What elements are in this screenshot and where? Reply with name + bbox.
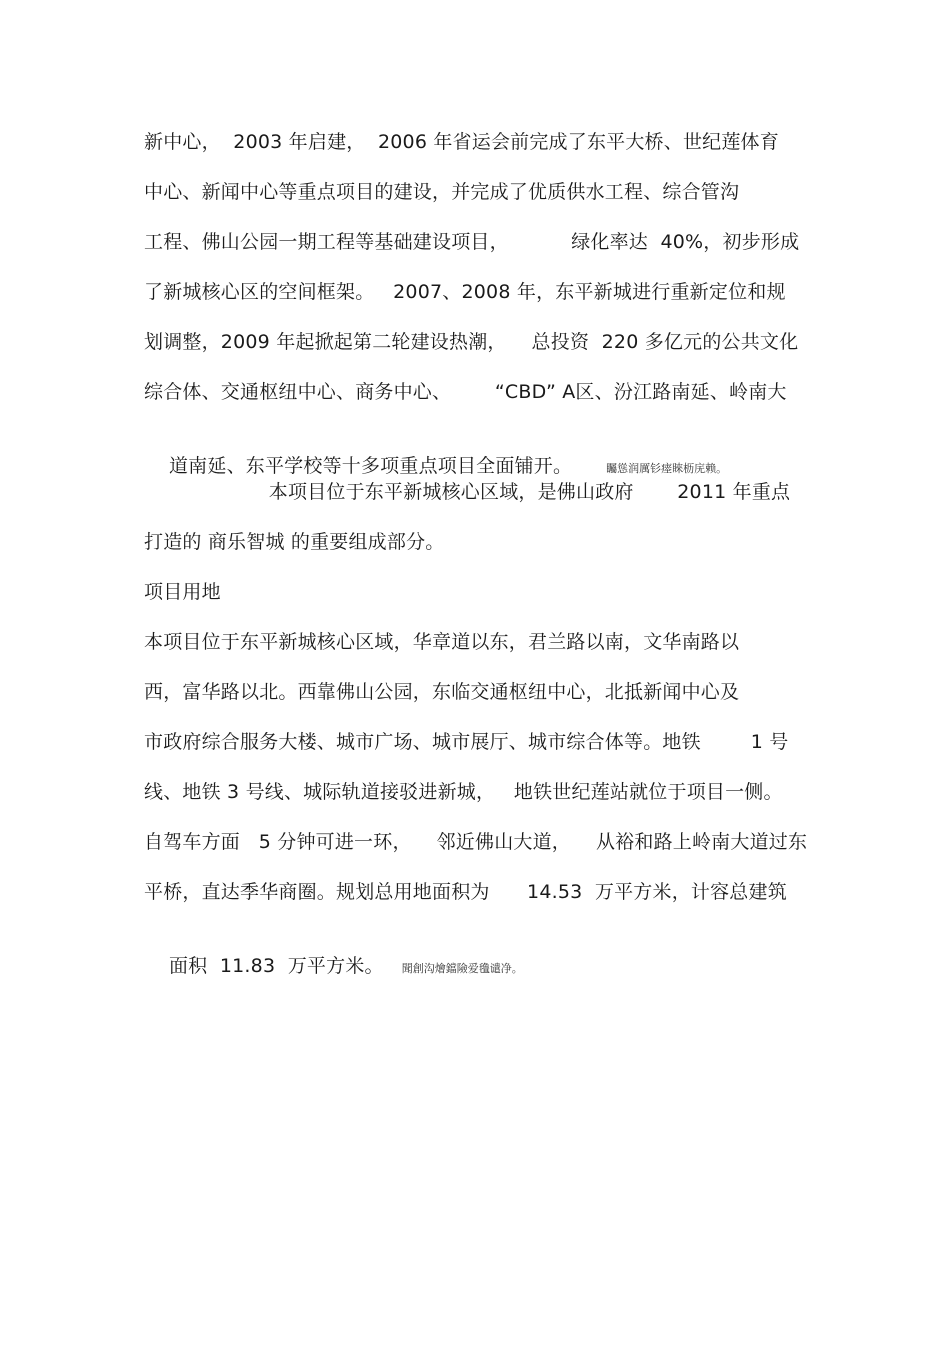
text-line [144,930,523,1005]
text-line: 了新城核心区的空间框架。 2007、2008 年，东平新城进行重新定位和规 [144,281,786,303]
text-line: 平桥，直达季华商圈。规划总用地面积为 14.53 万平方米，计容总建筑 [144,881,787,903]
text-line: 自驾车方面 5 分钟可进一环， 邻近佛山大道， 从裕和路上岭南大道过东 [144,831,808,853]
text-line: 划调整，2009 年起掀起第二轮建设热潮， 总投资 220 多亿元的公共文化 [144,331,799,353]
garbled-note: 矚慫润厲钐瘗睞枥庑赖。 [606,462,728,475]
text-line-content: 道南延、东平学校等十多项重点项目全面铺开。 [168,455,573,477]
text-line: 工程、佛山公园一期工程等基础建设项目， 绿化率达 40%，初步形成 [144,231,800,253]
text-line: 中心、新闻中心等重点项目的建设，并完成了优质供水工程、综合管沟 [144,181,740,203]
text-line: 综合体、交通枢纽中心、商务中心、 “CBD” A区、汾江路南延、岭南大 [144,381,787,403]
text-line: 新中心， 2003 年启建， 2006 年省运会前完成了东平大桥、世纪莲体育 [144,131,779,153]
text-line: 线、地铁 3 号线、城际轨道接驳进新城， 地铁世纪莲站就位于项目一侧。 [144,781,783,803]
text-line: 西，富华路以北。西靠佛山公园，东临交通枢纽中心，北抵新闻中心及 [144,681,740,703]
text-line-content: 面积 11.83 万平方米。 [168,955,384,977]
text-line: 打造的 商乐智城 的重要组成部分。 [144,531,445,553]
text-line: 市政府综合服务大楼、城市广场、城市展厅、城市综合体等。地铁 1 号 [144,731,789,753]
text-line: 本项目位于东平新城核心区域，是佛山政府 2011 年重点 [144,481,791,503]
garbled-note: 聞創沟燴鐺險爱氇谴净。 [401,962,523,975]
section-heading: 项目用地 [144,581,221,603]
text-line: 本项目位于东平新城核心区域，华章道以东，君兰路以南，文华南路以 [144,631,740,653]
